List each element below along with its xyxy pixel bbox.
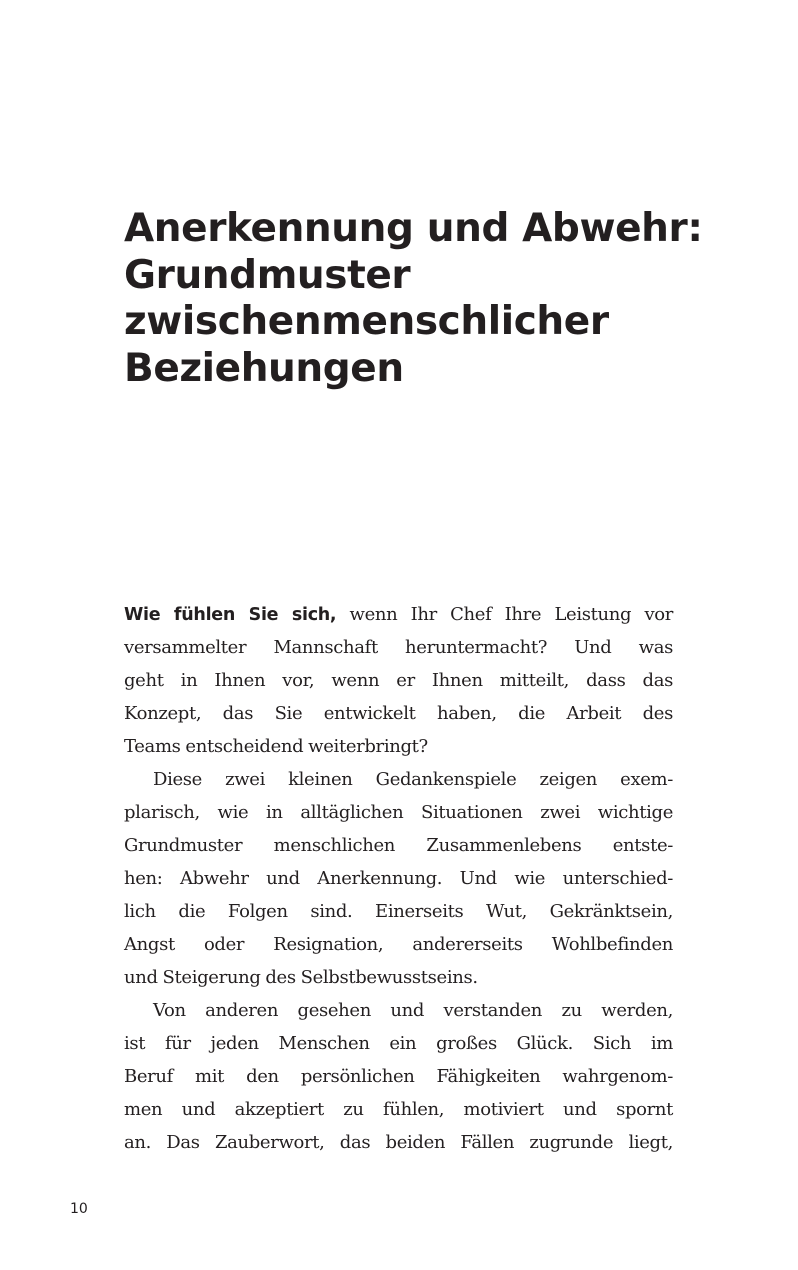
text-line [124, 598, 673, 631]
text-line: Beruf mit den persönlichen Fähigkeiten wahrgenom- [124, 1066, 673, 1087]
chapter-title-line: Grundmuster [124, 252, 411, 298]
page-number: 10 [70, 1201, 88, 1217]
chapter-title [124, 206, 724, 392]
text-line: geht in Ihnen vor, wenn er Ihnen mitteilt, dass das [124, 670, 673, 691]
text-line: Diese zwei kleinen Gedankenspiele zeigen exem- [153, 769, 673, 790]
text-line: plarisch, wie in alltäglichen Situationen zwei wichtige [124, 802, 673, 823]
paragraph-2 [124, 763, 673, 994]
text-line-rest: wenn Ihr Chef Ihre Leistung vor [336, 604, 674, 625]
text-line: und Steigerung des Selbstbewusstseins. [124, 967, 478, 988]
paragraph-3 [124, 994, 673, 1159]
paragraph-1 [124, 598, 673, 763]
chapter-title-line: Anerkennung und Abwehr: [124, 206, 703, 251]
text-line: Grundmuster menschlichen Zusammenlebens entste- [124, 835, 673, 856]
text-line: versammelter Mannschaft heruntermacht? Und was [124, 637, 673, 658]
text-line: Konzept, das Sie entwickelt haben, die Arbeit des [124, 703, 673, 724]
text-line: Von anderen gesehen und verstanden zu werden, [153, 1000, 673, 1021]
text-line: an. Das Zauberwort, das beiden Fällen zugrunde liegt, [124, 1132, 673, 1153]
text-line: Angst oder Resignation, andererseits Wohlbefinden [124, 934, 673, 955]
text-line: Teams entscheidend weiterbringt? [124, 736, 428, 757]
chapter-title-line: Beziehungen [124, 345, 404, 391]
lead-in: Wie fühlen Sie sich, [124, 605, 337, 625]
chapter-title-line: zwischenmenschlicher [124, 299, 609, 344]
body-text [124, 598, 673, 1159]
text-line: hen: Abwehr und Anerkennung. Und wie unterschied- [124, 868, 673, 889]
text-line: men und akzeptiert zu fühlen, motiviert und spornt [124, 1099, 673, 1120]
text-line: ist für jeden Menschen ein großes Glück. Sich im [124, 1033, 673, 1054]
text-line: lich die Folgen sind. Einerseits Wut, Gekränktsein, [124, 901, 673, 922]
